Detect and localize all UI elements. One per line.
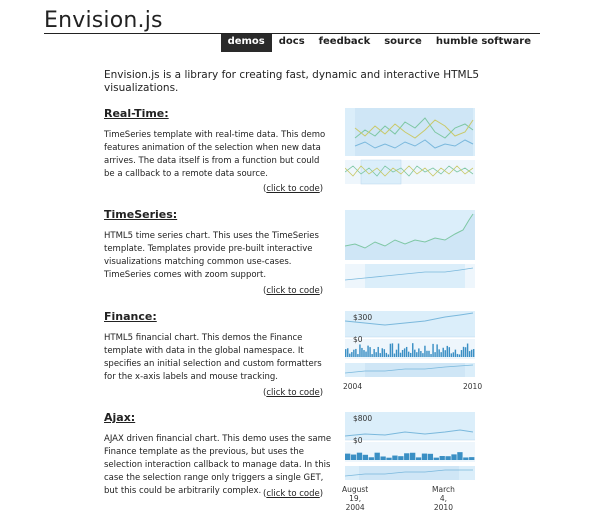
nav-feedback[interactable]: feedback	[318, 36, 371, 47]
volume-bar	[375, 453, 380, 460]
ajax-label-end-line2: 4,	[439, 494, 448, 503]
demo-desc-ajax: AJAX driven financial chart. This demo uses the same Finance template as the previous, but uses the selection interaction callback to manage data. In this case the selection range only triggers a single GET, but this could be arbitrarily complex.	[104, 434, 332, 496]
volume-bar	[473, 349, 474, 357]
volume-bar	[426, 351, 427, 357]
volume-bar	[459, 354, 460, 357]
volume-bar	[408, 352, 409, 357]
finance-label-mid: $0	[353, 335, 363, 344]
volume-bar	[432, 344, 433, 357]
volume-bar	[361, 348, 362, 357]
volume-bar	[375, 352, 376, 357]
demo-desc-realtime: TimeSeries template with real-time data. This demo features animation of the selection when new data arrives. The data itself is from a function but could be a callback to a remote data source.	[104, 130, 326, 179]
demo-desc-timeseries: HTML5 time series chart. This uses the TimeSeries template. Templates provide pre-built interactive visualizations matching common use-cases. TimeSeries comes with zoom support.	[104, 231, 319, 280]
realtime-main-area	[355, 108, 473, 156]
volume-bar	[380, 456, 385, 460]
volume-bar	[355, 349, 356, 357]
volume-bar	[451, 454, 456, 460]
volume-bar	[434, 458, 439, 460]
volume-bar	[463, 457, 468, 460]
main-nav	[221, 34, 538, 52]
volume-bar	[367, 346, 368, 357]
volume-bar	[445, 456, 450, 460]
ajax-label-start-line1: August	[342, 485, 369, 494]
volume-bar	[365, 352, 366, 357]
volume-bar	[447, 346, 448, 357]
volume-bar	[398, 344, 399, 357]
click-to-code-timeseries-wrap: (click to code)	[263, 286, 324, 296]
volume-bar	[410, 453, 415, 460]
ajax-label-start	[342, 485, 368, 512]
volume-bar	[451, 353, 452, 357]
click-to-code-ajax[interactable]: click to code	[266, 489, 320, 499]
nav-humble-software[interactable]: humble software	[435, 36, 531, 47]
volume-bar	[438, 349, 439, 357]
volume-bar	[436, 344, 437, 357]
volume-bar	[467, 344, 468, 357]
volume-bar	[469, 457, 474, 460]
volume-bar	[449, 347, 450, 357]
volume-bar	[363, 350, 364, 357]
volume-bar	[440, 456, 445, 460]
volume-bar	[347, 348, 348, 357]
volume-bar	[412, 343, 413, 357]
volume-bar	[396, 350, 397, 357]
volume-bar	[400, 353, 401, 357]
volume-bar	[373, 349, 374, 357]
volume-bar	[406, 347, 407, 357]
ajax-label-end-line3: 2010	[433, 503, 453, 512]
click-to-code-finance[interactable]: click to code	[266, 388, 320, 398]
volume-bar	[351, 455, 356, 460]
volume-bar	[418, 348, 419, 357]
volume-bar	[392, 343, 393, 357]
volume-bar	[434, 352, 435, 357]
ajax-label-mid: $0	[353, 436, 363, 445]
volume-bar	[404, 453, 409, 460]
volume-bar	[359, 344, 360, 357]
ajax-label-start-line2: 19,	[349, 494, 362, 503]
volume-bar	[394, 354, 395, 357]
volume-bar	[420, 351, 421, 357]
volume-bar	[386, 458, 391, 460]
finance-selection	[365, 363, 465, 377]
nav-demos[interactable]: demos	[221, 34, 272, 52]
volume-bar	[345, 349, 346, 357]
volume-bar	[428, 351, 429, 357]
demo-title-realtime[interactable]: Real-Time:	[104, 107, 169, 120]
volume-bar	[461, 350, 462, 357]
finance-label-top: $300	[353, 313, 373, 322]
volume-bar	[422, 353, 423, 357]
click-to-code-ajax-wrap: (click to code)	[263, 489, 324, 499]
ajax-label-end	[432, 485, 455, 512]
volume-bar	[445, 350, 446, 357]
volume-bar	[422, 454, 427, 460]
volume-bar	[465, 347, 466, 357]
ajax-selection	[359, 466, 459, 480]
volume-bar	[388, 354, 389, 357]
intro-text: Envision.js is a library for creating fast, dynamic and interactive HTML5 visualizations.	[104, 69, 480, 94]
volume-bar	[471, 350, 472, 357]
volume-bar	[384, 349, 385, 357]
demo-title-timeseries[interactable]: TimeSeries:	[104, 208, 178, 221]
volume-bar	[357, 453, 362, 460]
volume-bar	[386, 353, 387, 357]
demo-title-finance[interactable]: Finance:	[104, 310, 157, 323]
volume-bar	[416, 457, 421, 460]
volume-bar	[463, 347, 464, 357]
volume-bar	[424, 346, 425, 357]
volume-bar	[440, 352, 441, 357]
click-to-code-timeseries[interactable]: click to code	[266, 286, 320, 296]
volume-bar	[443, 348, 444, 357]
volume-bar	[363, 455, 368, 460]
volume-bar	[416, 352, 417, 357]
volume-bar	[380, 353, 381, 357]
click-to-code-realtime-wrap: (click to code)	[263, 184, 324, 194]
click-to-code-finance-wrap: (click to code)	[263, 388, 324, 398]
volume-bar	[378, 347, 379, 357]
volume-bar	[455, 350, 456, 357]
volume-bar	[414, 350, 415, 357]
volume-bar	[402, 350, 403, 357]
volume-bar	[371, 354, 372, 357]
volume-bar	[430, 354, 431, 357]
volume-bar	[428, 454, 433, 460]
ajax-label-end-line1: March	[432, 485, 455, 494]
brand-title[interactable]: Envision.js	[44, 8, 163, 33]
realtime-chart-thumbnail[interactable]	[345, 108, 475, 188]
volume-bar	[353, 350, 354, 357]
volume-bar	[404, 348, 405, 357]
volume-bar	[369, 457, 374, 460]
timeseries-selection	[365, 264, 465, 288]
volume-bar	[410, 353, 411, 357]
volume-bar	[457, 452, 462, 460]
demo-desc-finance: HTML5 financial chart. This demos the Finance template with data in the global namespace. It specifies an initial selection and custom formatters for the x-axis labels and mouse tracking.	[104, 333, 322, 382]
volume-bar	[453, 352, 454, 357]
volume-bar	[369, 347, 370, 357]
ajax-label-start-line3: 2004	[345, 503, 365, 512]
volume-bar	[392, 456, 397, 460]
volume-bar	[469, 351, 470, 357]
volume-bar	[349, 354, 350, 357]
volume-bar	[382, 348, 383, 357]
timeseries-chart-thumbnail[interactable]	[345, 210, 475, 290]
nav-docs[interactable]: docs	[278, 36, 305, 47]
nav-source[interactable]: source	[384, 36, 422, 47]
volume-bar	[398, 456, 403, 460]
demo-title-ajax[interactable]: Ajax:	[104, 411, 136, 424]
volume-bar	[390, 344, 391, 357]
volume-bar	[457, 354, 458, 357]
finance-label-start: 2004	[343, 382, 363, 391]
volume-bar	[351, 352, 352, 357]
volume-bar	[357, 354, 358, 357]
volume-bar	[345, 454, 350, 460]
finance-label-end: 2010	[463, 382, 483, 391]
click-to-code-realtime[interactable]: click to code	[266, 184, 320, 194]
ajax-label-top: $800	[353, 414, 373, 423]
